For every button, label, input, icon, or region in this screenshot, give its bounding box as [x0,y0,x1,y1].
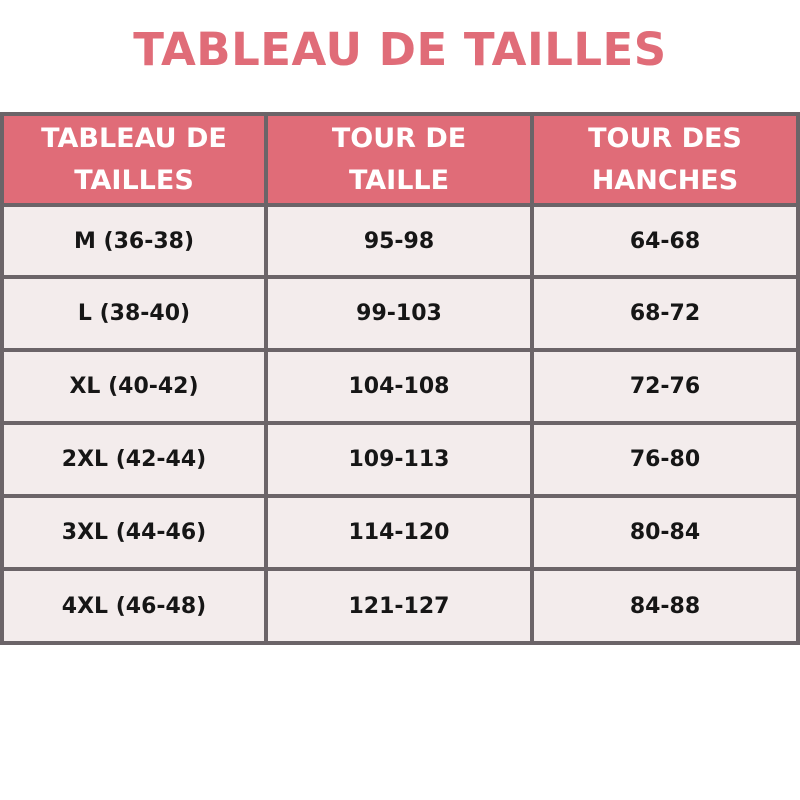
table-cell-size: 3XL (44-46) [4,498,264,567]
table-cell-hips: 64-68 [534,207,796,275]
table-cell-size: 2XL (42-44) [4,425,264,494]
table-cell-hips: 76-80 [534,425,796,494]
table-cell-waist: 104-108 [268,352,530,421]
table-cell-hips: 80-84 [534,498,796,567]
table-cell-waist: 99-103 [268,279,530,348]
table-cell-size: L (38-40) [4,279,264,348]
header-cell-waist: TOUR DE TAILLE [268,116,530,203]
table-cell-waist: 114-120 [268,498,530,567]
table-cell-hips: 68-72 [534,279,796,348]
table-cell-size: 4XL (46-48) [4,571,264,641]
table-cell-size: M (36-38) [4,207,264,275]
header-cell-size: TABLEAU DE TAILLES [4,116,264,203]
size-table [0,112,800,645]
header-cell-hips: TOUR DES HANCHES [534,116,796,203]
page-title: TABLEAU DE TAILLES [133,23,667,76]
table-cell-waist: 109-113 [268,425,530,494]
table-cell-size: XL (40-42) [4,352,264,421]
table-cell-hips: 84-88 [534,571,796,641]
table-cell-hips: 72-76 [534,352,796,421]
table-cell-waist: 95-98 [268,207,530,275]
table-cell-waist: 121-127 [268,571,530,641]
